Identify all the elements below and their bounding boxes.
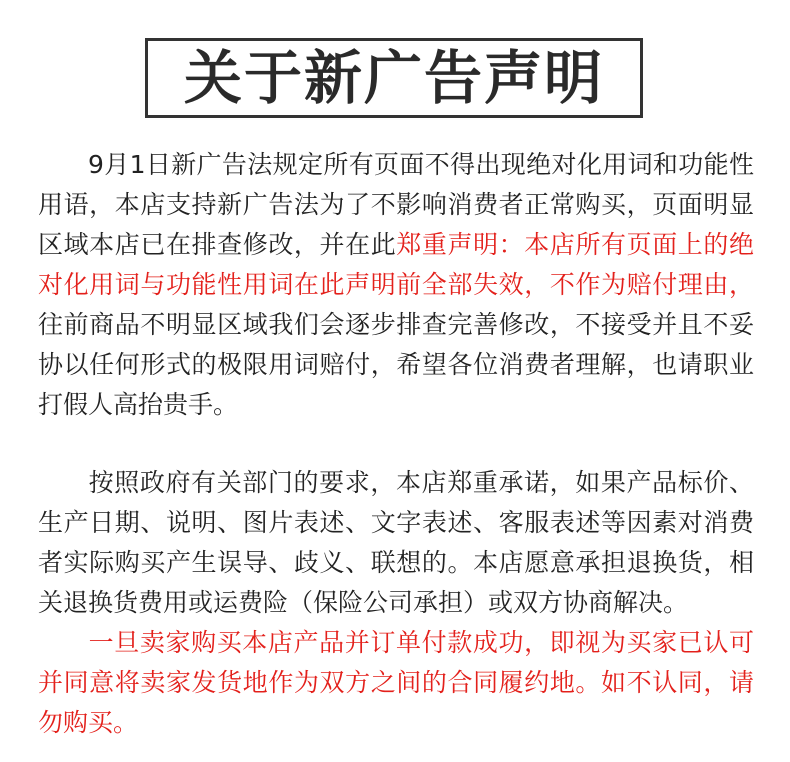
paragraph-1-highlight: 郑重声明：本店所有页面上的绝对化用词与功能性用词在此声明前全部失效，不作为赔付理由， xyxy=(38,230,754,299)
paragraph-1-text-b: 往前商品不明显区域我们会逐步排查完善修改，不接受并且不妥协以任何形式的极限用词赔付，希望各位消费者理解，也请职业打假人高抬贵手。 xyxy=(38,310,754,419)
paragraph-2-text: 按照政府有关部门的要求，本店郑重承诺，如果产品标价、生产日期、说明、图片表述、文字表述、客服表述等因素对消费者实际购买产生误导、歧义、联想的。本店愿意承担退换货，相关退换货费用或运费险（保险公司承担）或双方协商解决。 xyxy=(38,468,754,617)
notice-paragraph-2 xyxy=(38,463,754,623)
page-title: 关于新广告声明 xyxy=(183,44,604,112)
notice-paragraph-3 xyxy=(38,623,754,743)
title-box xyxy=(145,38,643,118)
paragraph-1-text-a: 9月1日新广告法规定所有页面不得出现绝对化用词和功能性用语，本店支持新广告法为了不影响消费者正常购买，页面明显区域本店已在排查修改，并在此 xyxy=(38,150,754,259)
notice-paragraph-1 xyxy=(38,145,754,425)
paragraph-3-text: 一旦卖家购买本店产品并订单付款成功，即视为买家已认可并同意将卖家发货地作为双方之间的合同履约地。如不认同，请勿购买。 xyxy=(38,628,754,737)
